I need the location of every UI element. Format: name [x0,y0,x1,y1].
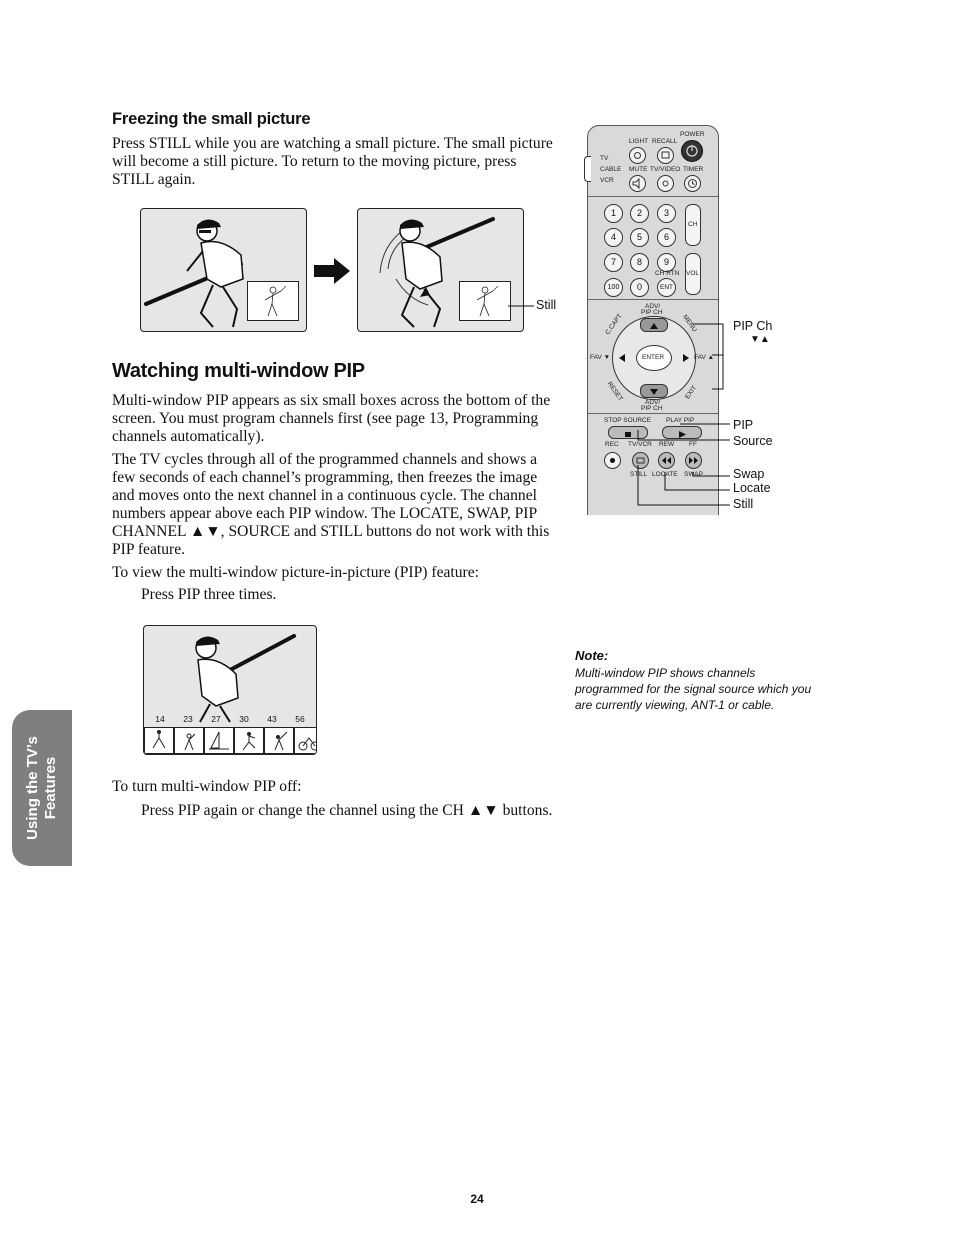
locate-label: LOCATE [652,471,678,478]
rec-label: REC [605,441,619,448]
key-6[interactable]: 6 [657,228,676,247]
still-callout: Still [733,497,754,511]
pip-ch-bottom-label: PIP CH [641,405,663,412]
divider [588,196,718,197]
input-icon [658,176,673,191]
freezing-paragraph: Press STILL while you are watching a small picture. The small picture will become a still picture. To return to the moving picture, press STILL again. [112,135,553,188]
channel-number: 43 [267,714,277,724]
pip-callout: PIP [733,418,754,432]
vcr-mode-label: VCR [600,177,614,184]
multi-pip-paragraph-3: To view the multi-window picture-in-picture (PIP) feature: [112,564,479,581]
player-thumb-icon [145,728,173,753]
swap-label: SWAP [684,471,703,478]
batter-thumb-icon [265,728,293,753]
key-8[interactable]: 8 [630,253,649,272]
pip-inset-moving [247,281,299,321]
swap-callout: Swap [733,467,765,481]
pip-window [234,727,264,754]
adv-pip-bottom-label: ADV/ [645,399,661,406]
tv-video-label: TV/VIDEO [650,166,681,173]
key-5[interactable]: 5 [630,228,649,247]
play-pip-label: PLAY PIP [666,417,695,424]
cable-mode-label: CABLE [600,166,622,173]
remote-callout-lines [600,300,740,520]
adv-pip-top-label: ADV/ [645,303,661,310]
tv-video-button[interactable] [657,175,674,192]
still-callout-label: Still [536,298,557,312]
fav-down-label[interactable]: FAV ▼ [590,354,611,361]
page-number: 24 [470,1192,484,1206]
key-3[interactable]: 3 [657,204,676,223]
enter-label: ENTER [642,354,665,361]
channel-number: 56 [295,714,305,724]
timer-button[interactable] [684,175,701,192]
key-2[interactable]: 2 [630,204,649,223]
light-icon [630,148,645,163]
tv-screen-multi-pip [143,625,317,755]
pip-window-strip [144,727,316,754]
pip-window [144,727,174,754]
power-button[interactable] [681,140,703,162]
pip-ch-top-label: PIP CH [641,309,663,316]
key-1[interactable]: 1 [604,204,623,223]
section-heading-multi-pip: Watching multi-window PIP [112,360,365,382]
pip-window [294,727,317,754]
mute-button[interactable] [629,175,646,192]
key-100[interactable]: 100 [604,278,623,297]
vol-label: VOL [686,270,700,277]
channel-number: 14 [155,714,165,724]
recall-button[interactable] [657,147,674,164]
key-ent[interactable]: ENT [657,278,676,297]
multi-pip-paragraph-1: Multi-window PIP appears as six small boxes across the bottom of the screen. You must program channels first (see page 13, Programming channels automatically). [112,392,551,445]
multi-pip-paragraph-2: The TV cycles through all of the programmed channels and shows a few seconds of each channel’s programming, then freezes the image and moves onto the next channel in a continuous cycle. The channel numbers appear above each PIP window. The LOCATE, SWAP, PIP CHANNEL ▲▼, SOURCE and STILL buttons do not work with this PIP feature. [112,451,550,558]
still-label: STILL [630,471,648,478]
tv-screen-after [357,208,524,332]
golfer-still-illustration [460,282,510,320]
side-tab-label [12,710,72,866]
multi-pip-off-step: Press PIP again or change the channel using the CH ▲▼ buttons. [141,802,553,819]
channel-numbers-row [144,714,316,724]
golfer-illustration [248,282,298,320]
pip-window [174,727,204,754]
light-label: LIGHT [629,138,649,145]
power-label: POWER [680,131,705,138]
sailboat-thumb-icon [205,728,233,753]
menu-button[interactable]: MENU [681,313,698,334]
runner-thumb-icon [235,728,263,753]
exit-button[interactable]: EXIT [684,384,699,401]
mute-label: MUTE [629,166,648,173]
side-tab-line-2: Features [42,756,59,820]
channel-number: 23 [183,714,193,724]
mute-icon [630,176,645,191]
timer-icon [685,176,700,191]
light-button[interactable] [629,147,646,164]
section-heading-freezing: Freezing the small picture [112,110,311,128]
recall-icon [658,148,673,163]
side-chapter-tab [12,710,72,866]
key-4[interactable]: 4 [604,228,623,247]
pip-window [264,727,294,754]
ch-rtn-label: CH RTN [655,270,680,277]
source-callout: Source [733,434,773,448]
arrow-right-icon [312,256,352,286]
c-capt-button[interactable]: C.CAPT [604,312,624,337]
locate-callout: Locate [733,481,771,495]
golfer-thumb-icon [175,728,203,753]
fav-up-label[interactable]: FAV ▲ [694,354,715,361]
ff-label: FF [689,441,697,448]
tv-screen-before [140,208,307,332]
pip-window [204,727,234,754]
reset-button[interactable]: RESET [605,380,624,403]
note-text: Multi-window PIP shows channels programmed for the signal source which you are currently viewing, ANT-1 or cable. [575,666,812,712]
pip-ch-callout: PIP Ch [733,319,773,333]
cyclist-thumb-icon [295,728,317,753]
rew-label: REW [659,441,675,448]
power-icon [682,141,702,161]
note-heading: Note: [575,648,609,663]
key-9[interactable]: 9 [657,253,676,272]
timer-label: TIMER [683,166,704,173]
tv-vcr-label: TV/VCR [628,441,652,448]
vol-rocker[interactable] [685,253,701,295]
multi-pip-off-intro: To turn multi-window PIP off: [112,778,302,795]
recall-label: RECALL [652,138,678,145]
pip-ch-arrows-callout: ▼▲ [750,334,770,345]
ch-label: CH [688,221,698,228]
mode-switch[interactable] [584,156,591,182]
channel-number: 30 [239,714,249,724]
channel-number: 27 [211,714,221,724]
multi-pip-step-1: Press PIP three times. [141,586,277,603]
side-tab-line-1: Using the TV’s [24,736,41,840]
stop-source-label: STOP SOURCE [604,417,652,424]
ch-rocker[interactable] [685,204,701,246]
tv-mode-label: TV [600,155,609,162]
key-0[interactable]: 0 [630,278,649,297]
key-7[interactable]: 7 [604,253,623,272]
pip-inset-still [459,281,511,321]
